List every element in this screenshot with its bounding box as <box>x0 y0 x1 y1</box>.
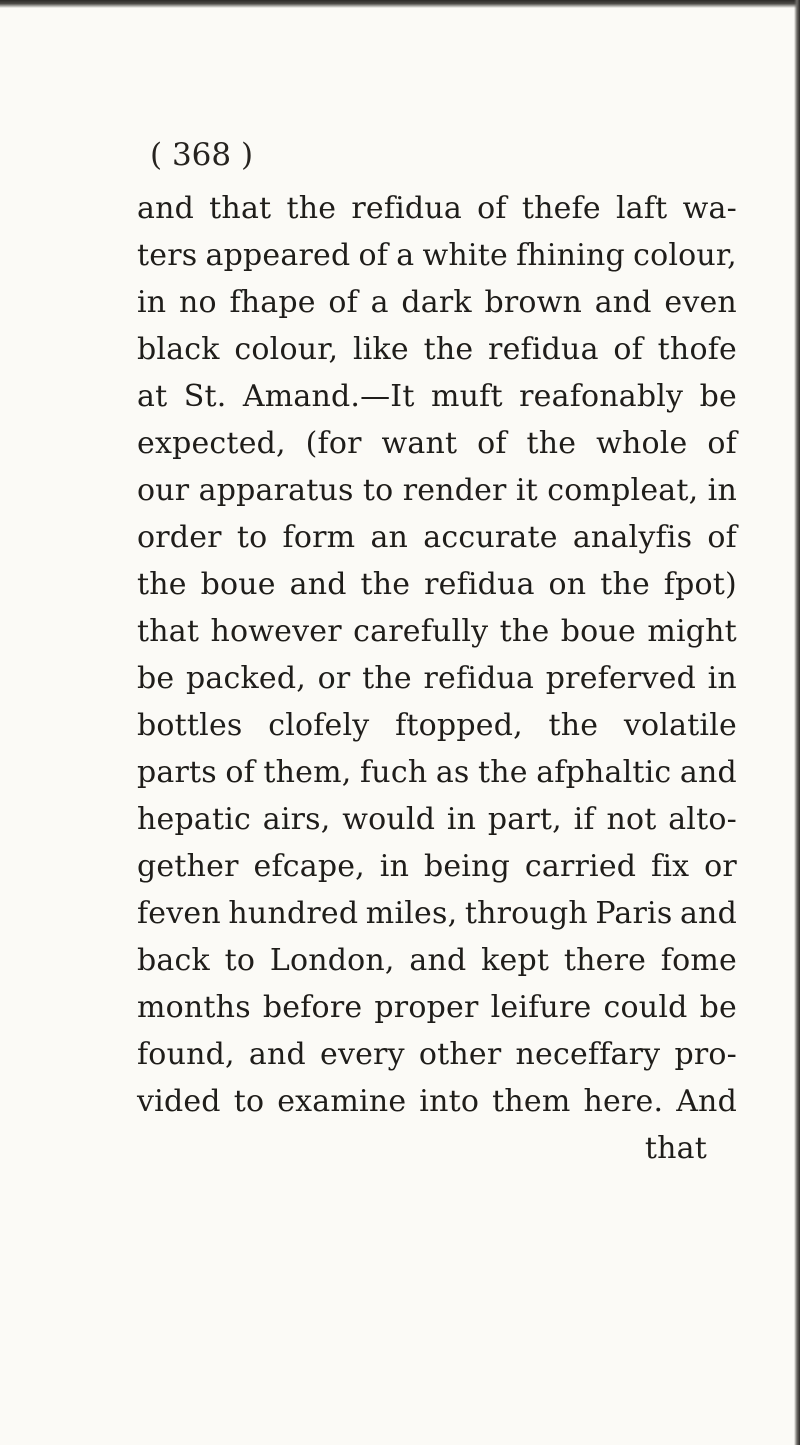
word: not <box>606 802 657 837</box>
word: dark <box>401 285 472 320</box>
word: the <box>548 708 599 743</box>
word: appeared <box>205 238 351 273</box>
word: at <box>137 379 168 414</box>
text-line <box>137 232 737 279</box>
text-line <box>137 1031 737 1078</box>
text-line <box>137 749 737 796</box>
word: might <box>647 614 737 649</box>
word: white <box>422 238 508 273</box>
word: to <box>362 473 394 508</box>
word: however <box>210 614 342 649</box>
word: the <box>499 614 550 649</box>
word: would <box>342 802 436 837</box>
word: here. <box>583 1084 664 1119</box>
word: like <box>352 332 409 367</box>
word: before <box>262 990 363 1025</box>
word: on <box>548 567 587 602</box>
word: part, <box>487 802 562 837</box>
word: accurate <box>423 520 558 555</box>
word: fhape <box>229 285 316 320</box>
word: into <box>419 1084 480 1119</box>
text-line <box>137 655 737 702</box>
word: them <box>492 1084 571 1119</box>
word: months <box>137 990 251 1025</box>
text-line <box>137 890 737 937</box>
word: reafonably <box>519 379 684 414</box>
word: of <box>328 285 358 320</box>
text-line <box>137 514 737 561</box>
top-edge-shadow <box>0 0 800 8</box>
word: and <box>137 191 195 226</box>
word: refidua <box>423 661 535 696</box>
word: boue <box>560 614 636 649</box>
text-line <box>137 185 737 232</box>
word: afphaltic <box>536 755 672 790</box>
text-line <box>137 796 737 843</box>
word: analyfis <box>572 520 693 555</box>
word: every <box>319 1037 405 1072</box>
word: other <box>418 1037 502 1072</box>
word: black <box>137 332 220 367</box>
word: and <box>289 567 347 602</box>
word: airs, <box>262 802 331 837</box>
word: being <box>423 849 511 884</box>
text-line <box>137 326 737 373</box>
word: refidua <box>424 567 535 602</box>
text-line <box>137 702 737 749</box>
word: St. <box>183 379 227 414</box>
word: them, <box>263 755 352 790</box>
word: be <box>137 661 175 696</box>
word: proper <box>374 990 479 1025</box>
word: feven <box>137 896 221 931</box>
word: want <box>381 426 458 461</box>
word: kept <box>481 943 550 978</box>
text-line <box>137 608 737 655</box>
word: of <box>358 238 389 273</box>
word: and <box>594 285 652 320</box>
text-line <box>137 279 737 326</box>
word: refidua <box>351 191 462 226</box>
text-line <box>137 467 737 514</box>
word: ftopped, <box>395 708 523 743</box>
word: fix <box>651 849 690 884</box>
word: fuch <box>360 755 428 790</box>
word: the <box>362 661 412 696</box>
body-text <box>137 185 737 1172</box>
word: leifure <box>490 990 592 1025</box>
word: colour, <box>234 332 339 367</box>
word: wa- <box>682 191 737 226</box>
word: of <box>225 755 255 790</box>
word: boue <box>200 567 276 602</box>
text-line <box>137 373 737 420</box>
word: examine <box>277 1084 407 1119</box>
word: or <box>317 661 351 696</box>
word: fpot) <box>663 567 737 602</box>
word: back <box>137 943 210 978</box>
word: fhining <box>516 238 625 273</box>
word: order <box>137 520 222 555</box>
word: of <box>477 191 507 226</box>
word: clofely <box>268 708 370 743</box>
word: in <box>707 661 737 696</box>
word: miles, <box>365 896 458 931</box>
word: as <box>435 755 470 790</box>
word: of <box>613 332 643 367</box>
word: that <box>209 191 272 226</box>
word: a <box>396 238 415 273</box>
word: muft <box>431 379 503 414</box>
text-line <box>137 420 737 467</box>
word: found, <box>137 1037 235 1072</box>
word: the <box>286 191 337 226</box>
word: efcape, <box>253 849 365 884</box>
word: expected, <box>137 426 286 461</box>
text-line <box>137 1078 737 1125</box>
word: fome <box>660 943 737 978</box>
word: in <box>446 802 477 837</box>
word: could <box>603 990 688 1025</box>
word: carefully <box>353 614 489 649</box>
word: London, <box>269 943 395 978</box>
word: to <box>224 943 256 978</box>
word: alto- <box>668 802 737 837</box>
word: or <box>704 849 737 884</box>
word: apparatus <box>198 473 354 508</box>
word: if <box>573 802 595 837</box>
word: refidua <box>488 332 599 367</box>
word: carried <box>524 849 637 884</box>
word: thefe <box>521 191 601 226</box>
word: hundred <box>228 896 359 931</box>
text-line <box>137 984 737 1031</box>
word: ters <box>137 238 198 273</box>
word: packed, <box>186 661 306 696</box>
word: the <box>423 332 474 367</box>
word: to <box>233 1084 265 1119</box>
word: bottles <box>137 708 243 743</box>
word: And <box>676 1084 737 1119</box>
word: colour, <box>633 238 737 273</box>
word: an <box>370 520 409 555</box>
word: the <box>600 567 650 602</box>
word: our <box>137 473 190 508</box>
word: and <box>679 896 737 931</box>
word: in <box>379 849 410 884</box>
word: preferved <box>545 661 696 696</box>
word: and <box>679 755 737 790</box>
text-line <box>137 561 737 608</box>
word: form <box>282 520 356 555</box>
word: compleat, <box>547 473 699 508</box>
word: brown <box>484 285 583 320</box>
word: neceffary <box>515 1037 661 1072</box>
word: the <box>137 567 187 602</box>
word: and <box>248 1037 306 1072</box>
word: and <box>409 943 467 978</box>
word: the <box>526 426 577 461</box>
word: (for <box>305 426 362 461</box>
word: there <box>563 943 647 978</box>
word: through <box>464 896 588 931</box>
word: gether <box>137 849 239 884</box>
word: of <box>707 520 737 555</box>
word: Amand.—It <box>242 379 415 414</box>
word: vided <box>137 1084 221 1119</box>
word: be <box>699 379 737 414</box>
word: volatile <box>623 708 737 743</box>
word: the <box>360 567 411 602</box>
word: of <box>477 426 507 461</box>
word: Paris <box>595 896 673 931</box>
word: pro- <box>674 1037 737 1072</box>
word: laft <box>616 191 668 226</box>
word: the <box>477 755 528 790</box>
word: thofe <box>657 332 737 367</box>
word: in <box>137 285 167 320</box>
word: in <box>707 473 737 508</box>
text-line <box>137 1125 737 1172</box>
word: that <box>644 1131 707 1166</box>
word: of <box>707 426 737 461</box>
word: to <box>236 520 268 555</box>
word: even <box>664 285 737 320</box>
right-edge-shadow <box>794 0 800 1445</box>
text-line <box>137 937 737 984</box>
word: that <box>137 614 200 649</box>
page-number: ( 368 ) <box>150 137 254 173</box>
word: it <box>515 473 538 508</box>
word: whole <box>596 426 688 461</box>
word: render <box>402 473 507 508</box>
word: hepatic <box>137 802 252 837</box>
word: be <box>699 990 737 1025</box>
word: parts <box>137 755 217 790</box>
text-line <box>137 843 737 890</box>
word: a <box>370 285 389 320</box>
word: no <box>178 285 217 320</box>
